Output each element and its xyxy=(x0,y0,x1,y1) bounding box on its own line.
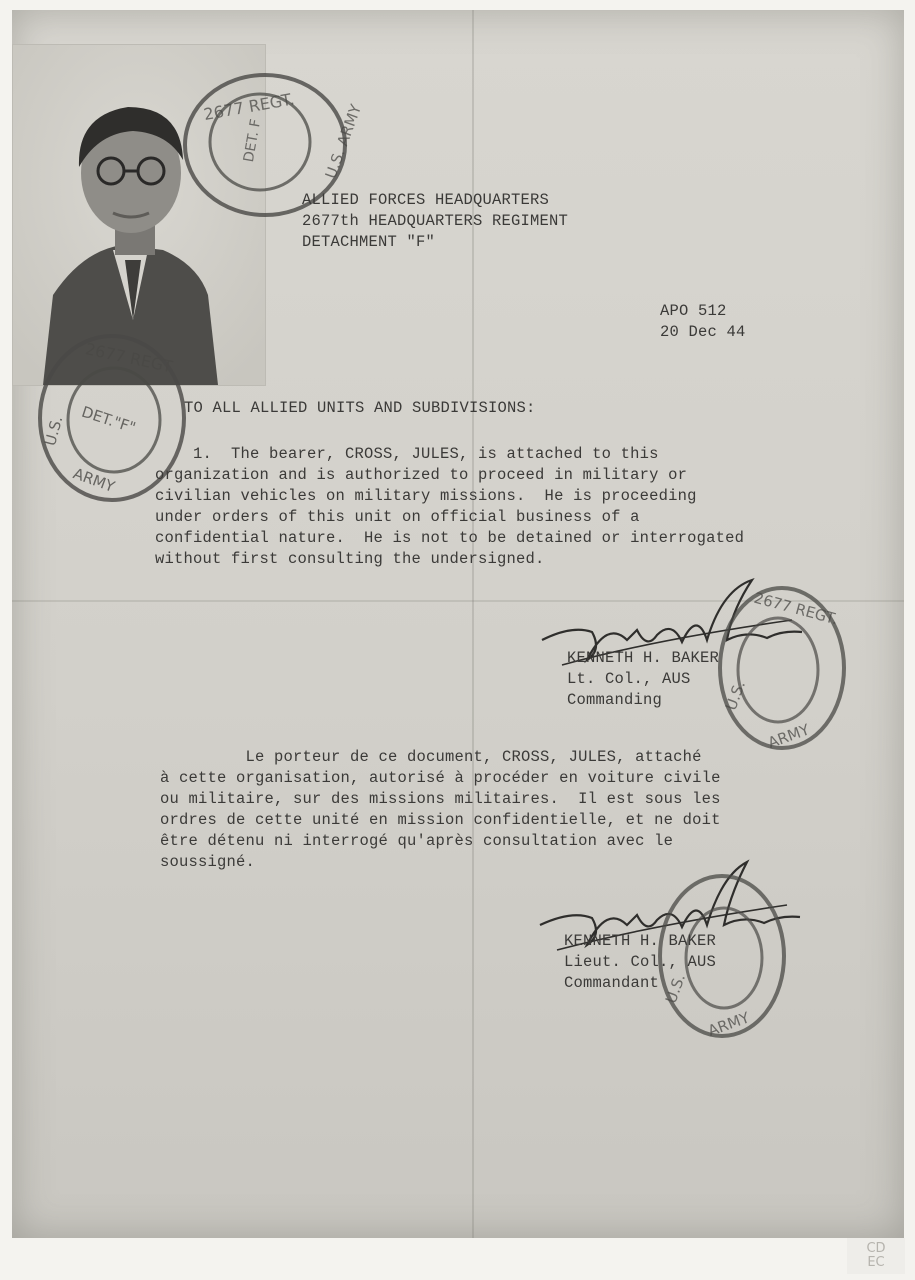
archive-mark-line-2: EC xyxy=(867,1255,885,1270)
svg-text:U.S.: U.S. xyxy=(41,414,67,448)
en-line: confidential nature. He is not to be detained or interrogated xyxy=(155,529,745,547)
svg-text:ARMY: ARMY xyxy=(70,464,118,496)
signature-block-french xyxy=(564,931,716,994)
apo-number: APO 512 xyxy=(660,302,727,320)
signer-title: Commanding xyxy=(567,691,663,709)
fr-line: soussigné. xyxy=(160,853,256,871)
fr-line: à cette organisation, autorisé à procéder en voiture civile xyxy=(160,769,721,787)
army-stamp-signature-1 xyxy=(712,580,852,755)
document-page xyxy=(12,10,904,1238)
svg-text:2677 REGT.: 2677 REGT. xyxy=(751,588,840,629)
en-line: organization and is authorized to proceed in military or xyxy=(155,466,688,484)
svg-text:DET. F: DET. F xyxy=(240,117,265,164)
svg-text:2677 REGT.: 2677 REGT. xyxy=(202,89,296,125)
svg-text:U.S. ARMY: U.S. ARMY xyxy=(321,101,366,182)
signer-title: Commandant xyxy=(564,974,660,992)
svg-text:U.S.: U.S. xyxy=(661,971,690,1006)
en-line: without first consulting the undersigned. xyxy=(155,550,545,568)
signature-block-english xyxy=(567,648,719,711)
svg-text:U.S.: U.S. xyxy=(721,678,750,713)
salutation: TO ALL ALLIED UNITS AND SUBDIVISIONS: xyxy=(184,399,536,417)
signer-name: KENNETH H. BAKER xyxy=(567,649,720,667)
en-line: civilian vehicles on military missions. He is proceeding xyxy=(155,487,697,505)
signer-rank: Lt. Col., AUS xyxy=(567,670,691,688)
en-line: 1. The bearer, CROSS, JULES, is attached to this xyxy=(155,445,659,463)
fr-line: être détenu ni interrogé qu'après consultation avec le xyxy=(160,832,674,850)
archive-watermark xyxy=(847,1238,905,1274)
hq-line-3: DETACHMENT "F" xyxy=(302,233,436,251)
hq-line-2: 2677th HEADQUARTERS REGIMENT xyxy=(302,212,569,230)
document-date: 20 Dec 44 xyxy=(660,323,746,341)
signer-rank: Lieut. Col., AUS xyxy=(564,953,717,971)
svg-text:DET."F": DET."F" xyxy=(79,402,138,437)
fr-line: Le porteur de ce document, CROSS, JULES, attaché xyxy=(160,748,702,766)
fr-line: ou militaire, sur des missions militaires. Il est sous les xyxy=(160,790,721,808)
en-line: under orders of this unit on official business of a xyxy=(155,508,640,526)
svg-text:ARMY: ARMY xyxy=(705,1008,752,1041)
english-paragraph xyxy=(155,444,744,570)
hq-line-1: ALLIED FORCES HEADQUARTERS xyxy=(302,191,550,209)
archive-mark-line-1: CD xyxy=(866,1241,886,1256)
signer-name: KENNETH H. BAKER xyxy=(564,932,717,950)
svg-text:2677 REGT: 2677 REGT xyxy=(83,339,175,377)
headquarters-heading xyxy=(302,190,568,253)
fr-line: ordres de cette unité en mission confidentielle, et ne doit xyxy=(160,811,721,829)
dateline xyxy=(660,301,746,343)
svg-text:ARMY: ARMY xyxy=(765,720,812,753)
